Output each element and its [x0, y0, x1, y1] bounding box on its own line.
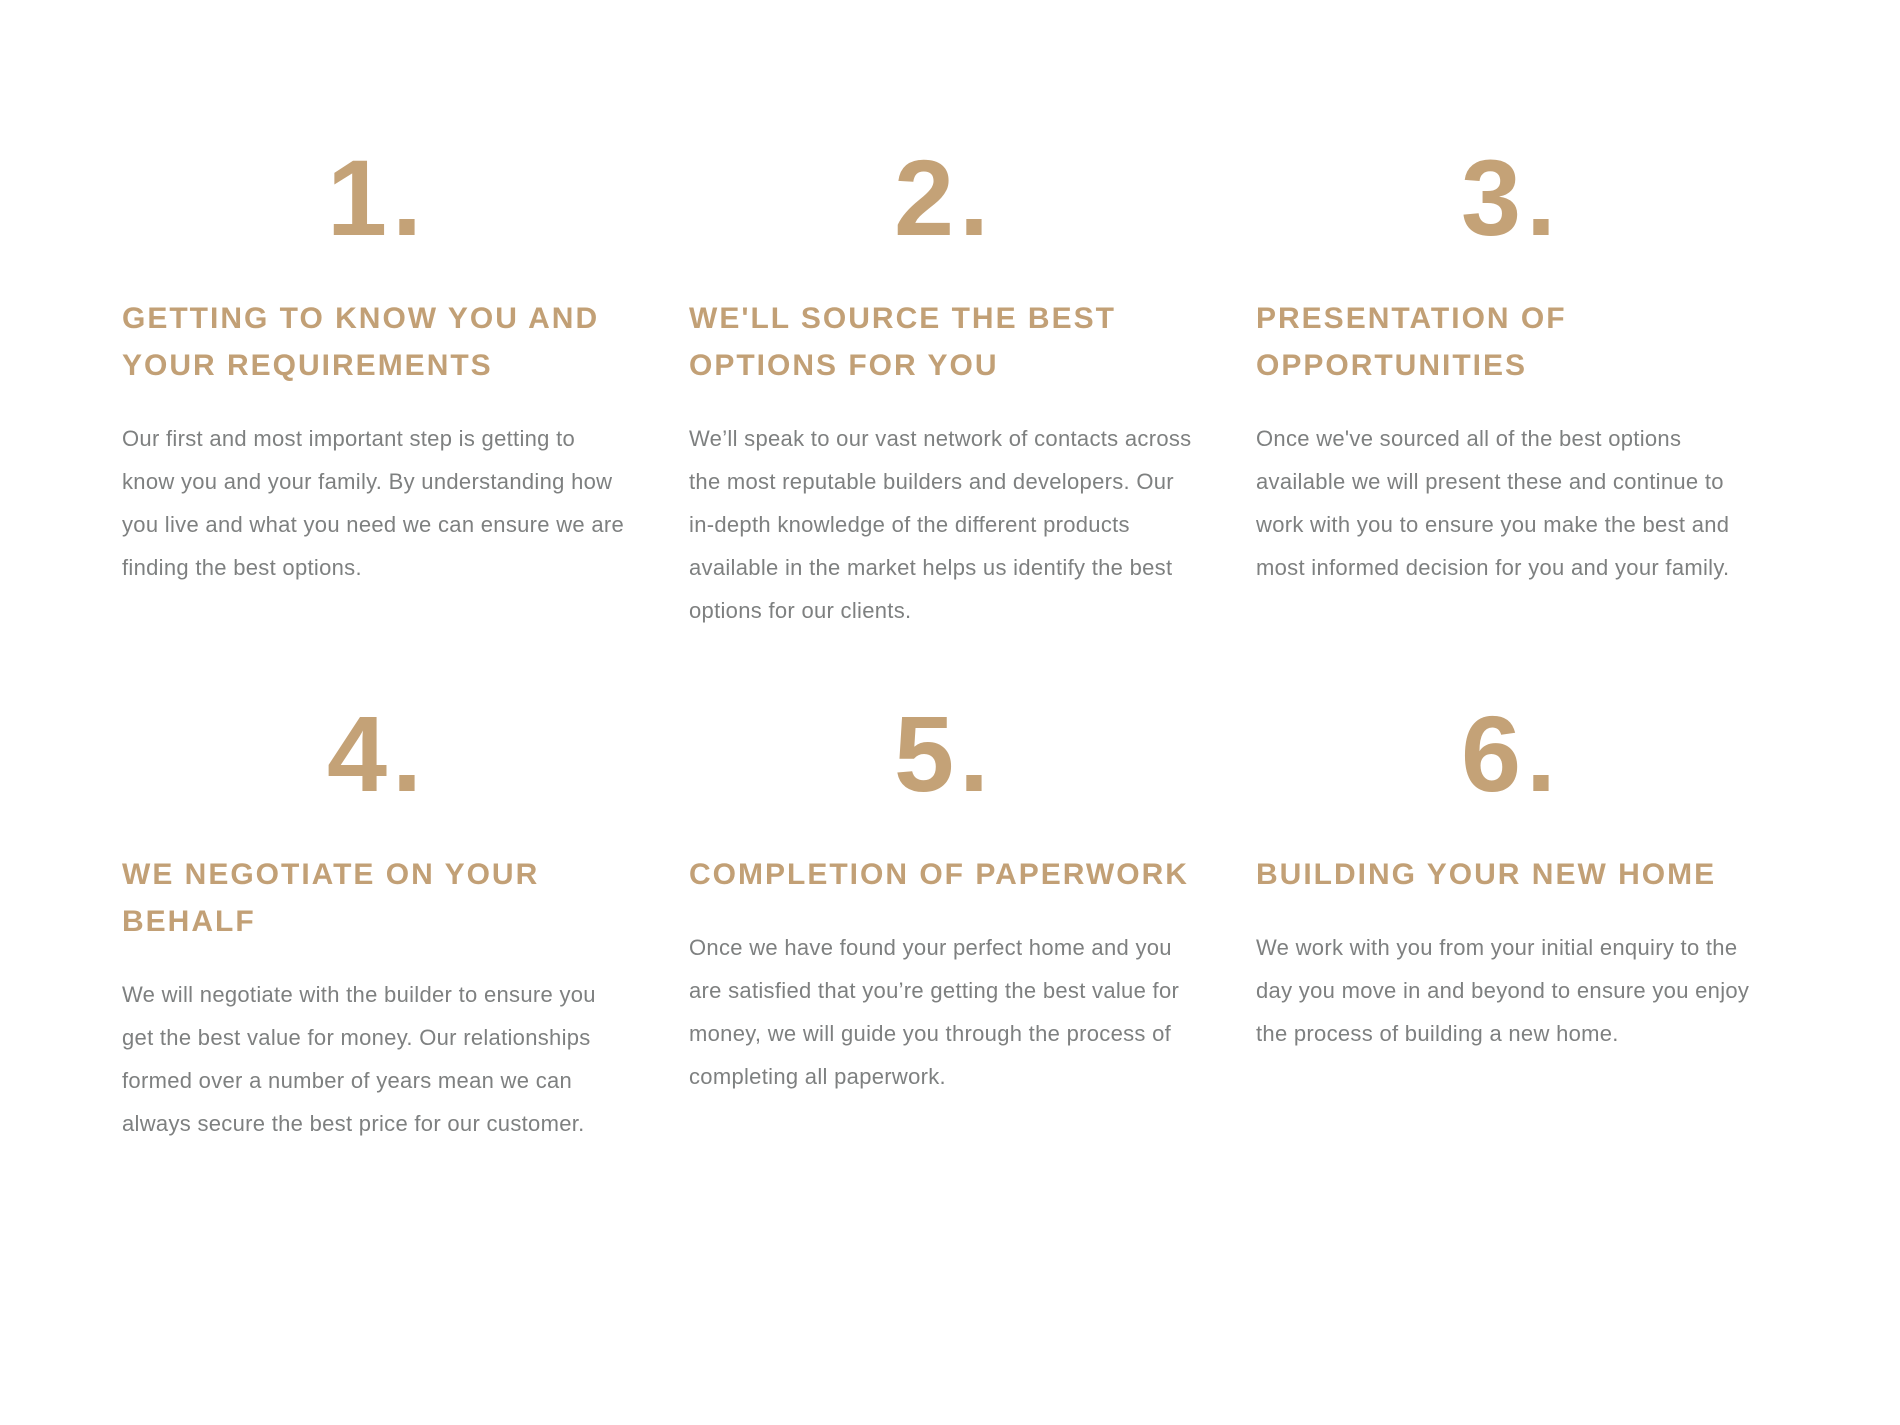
step-title: GETTING TO KNOW YOU AND YOUR REQUIREMENTS [122, 302, 600, 382]
step-description: We will negotiate with the builder to ensure you get the best value for money. Our relationships formed over a number of years mean we can always secure the best price for our customer. [122, 982, 596, 1136]
step-number: 4. [326, 693, 428, 814]
step-number: 5. [893, 693, 995, 814]
step-number: 1. [326, 137, 428, 258]
step-description: We work with you from your initial enquiry to the day you move in and beyond to ensure you enjoy the process of building a new home. [1256, 935, 1750, 1046]
step-card-1 [122, 0, 632, 580]
step-number: 3. [1460, 137, 1562, 258]
step-title: WE NEGOTIATE ON YOUR BEHALF [122, 858, 540, 938]
step-card-6 [1256, 556, 1766, 1145]
step-title: BUILDING YOUR NEW HOME [1256, 858, 1717, 891]
step-number: 2. [893, 137, 995, 258]
step-description: We’ll speak to our vast network of contacts across the most reputable builders and developers. Our in-depth knowledge of the different products available in the market helps us identify the best options for our clients. [689, 426, 1192, 623]
step-card-3 [1256, 0, 1766, 580]
step-card-2 [689, 0, 1199, 623]
step-description: Once we've sourced all of the best options available we will present these and continue to work with you to ensure you make the best and most informed decision for you and your family. [1256, 426, 1730, 580]
step-card-4 [122, 556, 632, 1145]
step-description: Our first and most important step is getting to know you and your family. By understanding how you live and what you need we can ensure we are finding the best options. [122, 426, 625, 580]
step-title: PRESENTATION OF OPPORTUNITIES [1256, 302, 1567, 382]
step-title: COMPLETION OF PAPERWORK [689, 858, 1189, 891]
steps-grid [122, 0, 1766, 1145]
step-description: Once we have found your perfect home and you are satisfied that you’re getting the best value for money, we will guide you through the process of completing all paperwork. [689, 935, 1180, 1089]
step-title: WE'LL SOURCE THE BEST OPTIONS FOR YOU [689, 302, 1116, 382]
step-number: 6. [1460, 693, 1562, 814]
step-card-5 [689, 556, 1199, 1145]
